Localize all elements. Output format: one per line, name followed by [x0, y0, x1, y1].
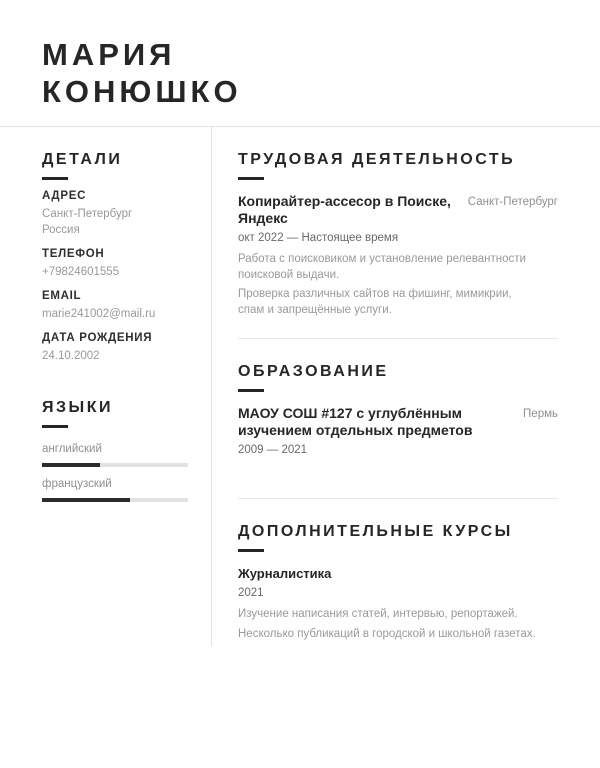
course-entry-description: Изучение написания статей, интервью, репортажей. — [238, 608, 518, 620]
detail-field-email — [42, 289, 189, 322]
resume-body — [0, 126, 600, 646]
details-sidebar — [0, 126, 211, 646]
course-entry-description: Несколько публикаций в городской и школьной газетах. — [238, 627, 536, 640]
section-divider — [238, 338, 558, 339]
work-entry — [238, 193, 558, 318]
education-entry-period: 2009 — 2021 — [238, 444, 308, 456]
phone-label: ТЕЛЕФОН — [42, 248, 105, 260]
section-divider — [238, 498, 558, 499]
language-item-french — [42, 476, 189, 502]
work-entry-header — [238, 193, 558, 227]
language-level-track — [42, 463, 188, 467]
course-entry-period: 2021 — [238, 587, 264, 599]
person-name — [42, 36, 558, 110]
courses-heading: ДОПОЛНИТЕЛЬНЫЕ КУРСЫ — [238, 523, 513, 540]
work-entry-description: Проверка различных сайтов на фишинг, мимикрии, спам и запрещённые услуги. — [238, 288, 512, 316]
languages-heading: ЯЗЫКИ — [42, 399, 113, 416]
education-entry-header — [238, 405, 558, 439]
work-entry-location: Санкт-Петербург — [467, 196, 558, 208]
address-label: АДРЕС — [42, 190, 87, 202]
detail-field-address — [42, 189, 189, 238]
education-heading: ОБРАЗОВАНИЕ — [238, 363, 389, 380]
detail-field-phone — [42, 247, 189, 280]
resume-header — [0, 0, 600, 110]
phone-value: +79824601555 — [42, 266, 120, 278]
course-entry — [238, 565, 558, 642]
work-entry-period: окт 2022 — Настоящее время — [238, 232, 399, 244]
work-section — [238, 152, 558, 339]
email-label: EMAIL — [42, 290, 82, 302]
email-value: marie241002@mail.ru — [42, 308, 156, 320]
language-name: французский — [42, 478, 112, 490]
language-level-fill — [42, 498, 130, 502]
person-name-line-1: МАРИЯ — [42, 37, 176, 72]
details-section — [42, 152, 189, 364]
language-name: английский — [42, 443, 102, 455]
work-entry-description: Работа с поисковиком и установление релевантности поисковой выдачи. — [238, 253, 526, 281]
address-country: Россия — [42, 224, 80, 236]
birthdate-value: 24.10.2002 — [42, 350, 100, 362]
education-entry — [238, 405, 558, 458]
course-entry-header — [238, 565, 558, 582]
address-city: Санкт-Петербург — [42, 208, 133, 220]
main-content — [211, 126, 600, 646]
education-entry-title: МАОУ СОШ #127 с углублённым изучением отдельных предметов — [238, 405, 473, 438]
details-heading: ДЕТАЛИ — [42, 151, 123, 168]
education-entry-location: Пермь — [523, 408, 558, 420]
heading-underline — [238, 549, 264, 552]
education-section — [238, 364, 558, 499]
work-heading: ТРУДОВАЯ ДЕЯТЕЛЬНОСТЬ — [238, 151, 516, 168]
language-item-english — [42, 441, 189, 467]
detail-field-birthdate — [42, 331, 189, 364]
heading-underline — [238, 177, 264, 180]
courses-section — [238, 524, 558, 642]
languages-section — [42, 400, 189, 502]
heading-underline — [238, 389, 264, 392]
language-level-track — [42, 498, 188, 502]
course-entry-title: Журналистика — [238, 566, 332, 581]
birthdate-label: ДАТА РОЖДЕНИЯ — [42, 332, 153, 344]
person-name-line-2: КОНЮШКО — [42, 74, 242, 109]
heading-underline — [42, 177, 68, 180]
language-level-fill — [42, 463, 100, 467]
heading-underline — [42, 425, 68, 428]
work-entry-title: Копирайтер-ассесор в Поиске, Яндекс — [238, 193, 451, 226]
address-value — [42, 206, 189, 238]
